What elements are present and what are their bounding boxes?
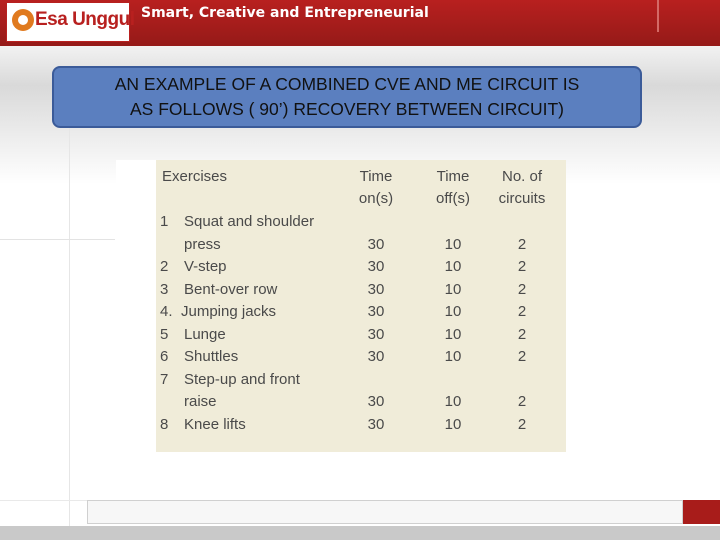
circuit-table <box>156 160 566 452</box>
row-time-on: 30 <box>367 325 385 343</box>
row-circuits: 2 <box>517 235 527 253</box>
row-time-on: 30 <box>367 258 385 275</box>
row-circuits: 2 <box>517 303 527 320</box>
decorative-line-horizontal <box>0 239 115 240</box>
row-circuits: 2 <box>517 258 527 275</box>
row-time-on: 30 <box>367 235 385 253</box>
row-exercise: press <box>184 235 221 253</box>
row-time-on: 30 <box>367 303 385 320</box>
row-number: 2 <box>160 258 169 275</box>
header-time-off-unit: off(s) <box>436 190 470 207</box>
row-exercise: Shuttles <box>184 348 239 365</box>
row-circuits: 2 <box>517 393 527 410</box>
table-image-margin <box>116 160 156 468</box>
row-time-off: 10 <box>444 415 462 433</box>
row-exercise: Jumping jacks <box>181 303 277 320</box>
row-number: 8 <box>160 415 169 433</box>
header-bar <box>0 0 720 46</box>
row-time-off: 10 <box>444 303 462 320</box>
row-time-off: 10 <box>444 258 462 275</box>
row-exercise: Knee lifts <box>184 415 246 433</box>
row-exercise: Step-up and front <box>184 370 300 388</box>
footer-bar <box>87 500 683 524</box>
row-circuits: 2 <box>517 280 527 298</box>
row-time-on: 30 <box>367 415 385 433</box>
row-number: 6 <box>160 348 169 365</box>
row-time-on: 30 <box>367 393 385 410</box>
row-circuits: 2 <box>517 415 527 433</box>
slide-title: AN EXAMPLE OF A COMBINED CVE AND ME CIRCUIT IS AS FOLLOWS ( 90’) RECOVERY BETWEEN CIRCUIT) <box>114 74 580 119</box>
row-exercise: Squat and shoulder <box>184 213 315 230</box>
tagline: Smart, Creative and Entrepreneurial <box>141 5 429 21</box>
row-time-off: 10 <box>444 325 462 343</box>
row-circuits: 2 <box>517 325 527 343</box>
row-time-on: 30 <box>367 348 385 365</box>
logo-text: Esa Unggul <box>35 9 135 30</box>
row-time-on: 30 <box>367 280 385 298</box>
row-time-off: 10 <box>444 393 462 410</box>
footer-accent <box>683 500 720 524</box>
row-circuits: 2 <box>517 348 527 365</box>
row-number: 1 <box>160 213 169 230</box>
slide-title-box <box>52 66 642 128</box>
header-time-on: Time <box>359 168 393 185</box>
row-number: 3 <box>160 280 169 298</box>
header-divider <box>657 0 659 32</box>
row-number: 5 <box>160 325 169 343</box>
header-time-off: Time <box>436 168 470 185</box>
decorative-line-vertical <box>69 120 70 540</box>
header-circuits: No. of <box>501 168 543 185</box>
header-exercises: Exercises <box>162 168 228 185</box>
logo-mark-icon <box>12 9 34 31</box>
row-time-off: 10 <box>444 235 462 253</box>
row-exercise: V-step <box>184 258 227 275</box>
row-number: 4. <box>160 303 173 320</box>
row-time-off: 10 <box>444 280 462 298</box>
header-time-on-unit: on(s) <box>358 190 394 207</box>
logo <box>6 2 135 42</box>
row-number: 7 <box>160 370 169 388</box>
row-exercise: raise <box>184 393 217 410</box>
row-exercise: Lunge <box>184 325 226 343</box>
row-time-off: 10 <box>444 348 462 365</box>
footer-strip <box>0 526 720 540</box>
header-circuits-unit: circuits <box>498 190 546 207</box>
row-exercise: Bent-over row <box>184 280 278 298</box>
